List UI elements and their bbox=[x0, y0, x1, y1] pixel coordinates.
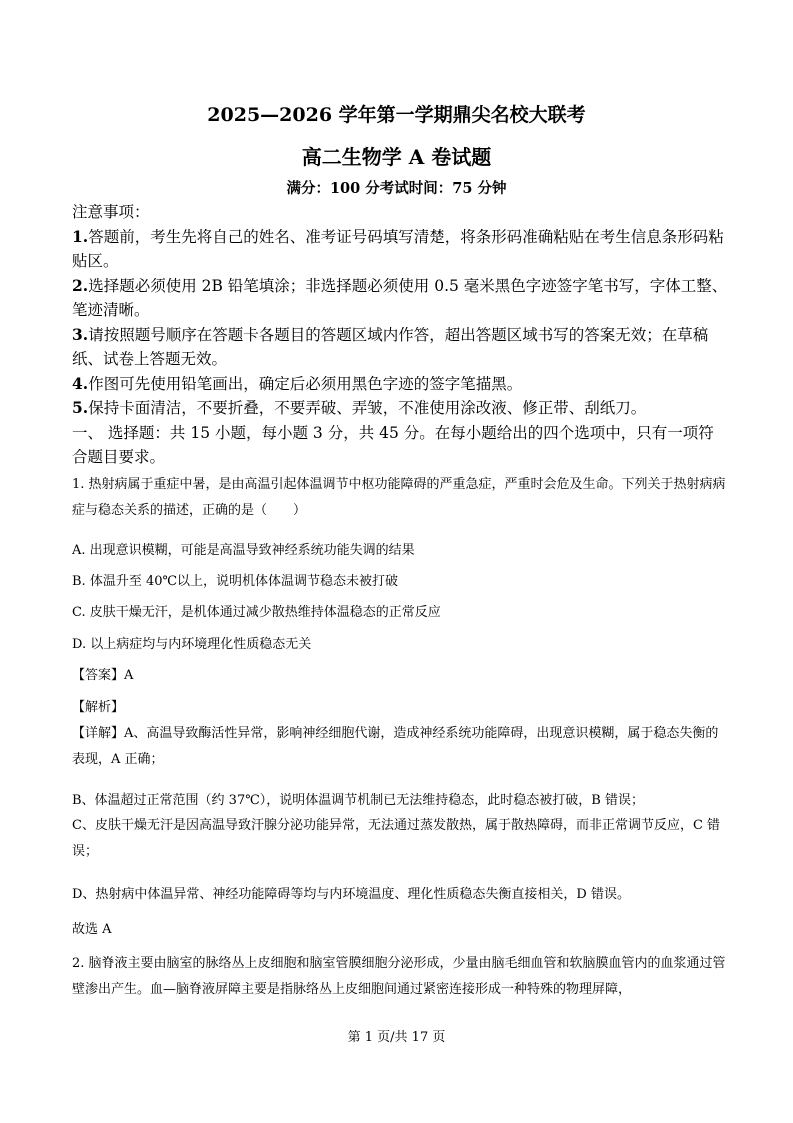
score-time: 满分：100 分考试时间：75 分钟 bbox=[286, 180, 507, 197]
detail-a: 【详解】A、高温导致酶活性异常，影响神经细胞代谢，造成神经系统功能障碍，出现意识模糊，属于稳态失衡的表现，A 正确； bbox=[72, 726, 719, 767]
option-d: D. 以上病症均与内环境理化性质稳态无关 bbox=[72, 637, 312, 652]
option-b: B. 体温升至 40℃以上，说明机体体温调节稳态未被打破 bbox=[72, 574, 399, 589]
note-item-4: 4.作图可先使用铅笔画出，确定后必须用黑色字迹的签字笔描黑。 bbox=[72, 373, 523, 393]
note-item-1: 1.答题前，考生先将自己的姓名、准考证号码填写清楚，将条形码准确粘贴在考生信息条形码粘贴区。 bbox=[72, 226, 724, 270]
detail-d: D、热射病中体温异常、神经功能障碍等均与内环境温度、理化性质稳态失衡直接相关，D 错误。 bbox=[72, 887, 630, 902]
note-item-5: 5.保持卡面清洁，不要折叠，不要弄破、弄皱，不准使用涂改液、修正带、刮纸刀。 bbox=[72, 398, 647, 417]
note-item-3: 3.请按照题号顺序在答题卡各题目的答题区域内作答，超出答题区域书写的答案无效；在草稿纸、试卷上答题无效。 bbox=[72, 324, 709, 368]
question-2-stem: 2. 脑脊液主要由脑室的脉络丛上皮细胞和脑室管膜细胞分泌形成，少量由脑毛细血管和软脑膜血管内的血浆通过管壁渗出产生。血—脑脊液屏障主要是指脉络丛上皮细胞间通过紧密连接形成一种特殊的物理屏障， bbox=[72, 956, 726, 997]
note-item-2: 2.选择题必须使用 2B 铅笔填涂；非选择题必须使用 0.5 毫米黑色字迹签字笔书写，字体工整、笔迹清晰。 bbox=[72, 275, 728, 319]
question-1-stem: 1. 热射病属于重症中暑，是由高温引起体温调节中枢功能障碍的严重急症，严重时会危及生命。下列关于热射病病症与稳态关系的描述，正确的是（ ） bbox=[72, 477, 726, 518]
detail-b: B、体温超过正常范围（约 37℃），说明体温调节机制已无法维持稳态，此时稳态被打破，B 错误； bbox=[72, 793, 644, 808]
section-heading: 一、 选择题：共 15 小题，每小题 3 分，共 45 分。在每小题给出的四个选项中，只有一项符合题目要求。 bbox=[72, 423, 714, 466]
paper-title: 高二生物学 A 卷试题 bbox=[301, 145, 492, 169]
answer-label: 【答案】A bbox=[72, 668, 134, 683]
notes-section bbox=[72, 200, 728, 470]
exam-title: 2025—2026 学年第一学期鼎尖名校大联考 bbox=[207, 104, 586, 126]
notes-heading: 注意事项： bbox=[72, 203, 150, 221]
choice-line: 故选 A bbox=[72, 922, 112, 937]
page-footer: 第 1 页/共 17 页 bbox=[347, 1030, 446, 1045]
detail-c: C、皮肤干燥无汗是因高温导致汗腺分泌功能异常，无法通过蒸发散热，属于散热障碍，而非正常调节反应，C 错误； bbox=[72, 818, 721, 859]
option-c: C. 皮肤干燥无汗，是机体通过减少散热维持体温稳态的正常反应 bbox=[72, 605, 441, 620]
option-a: A. 出现意识模糊，可能是高温导致神经系统功能失调的结果 bbox=[72, 543, 415, 558]
analysis-label: 【解析】 bbox=[72, 700, 125, 715]
